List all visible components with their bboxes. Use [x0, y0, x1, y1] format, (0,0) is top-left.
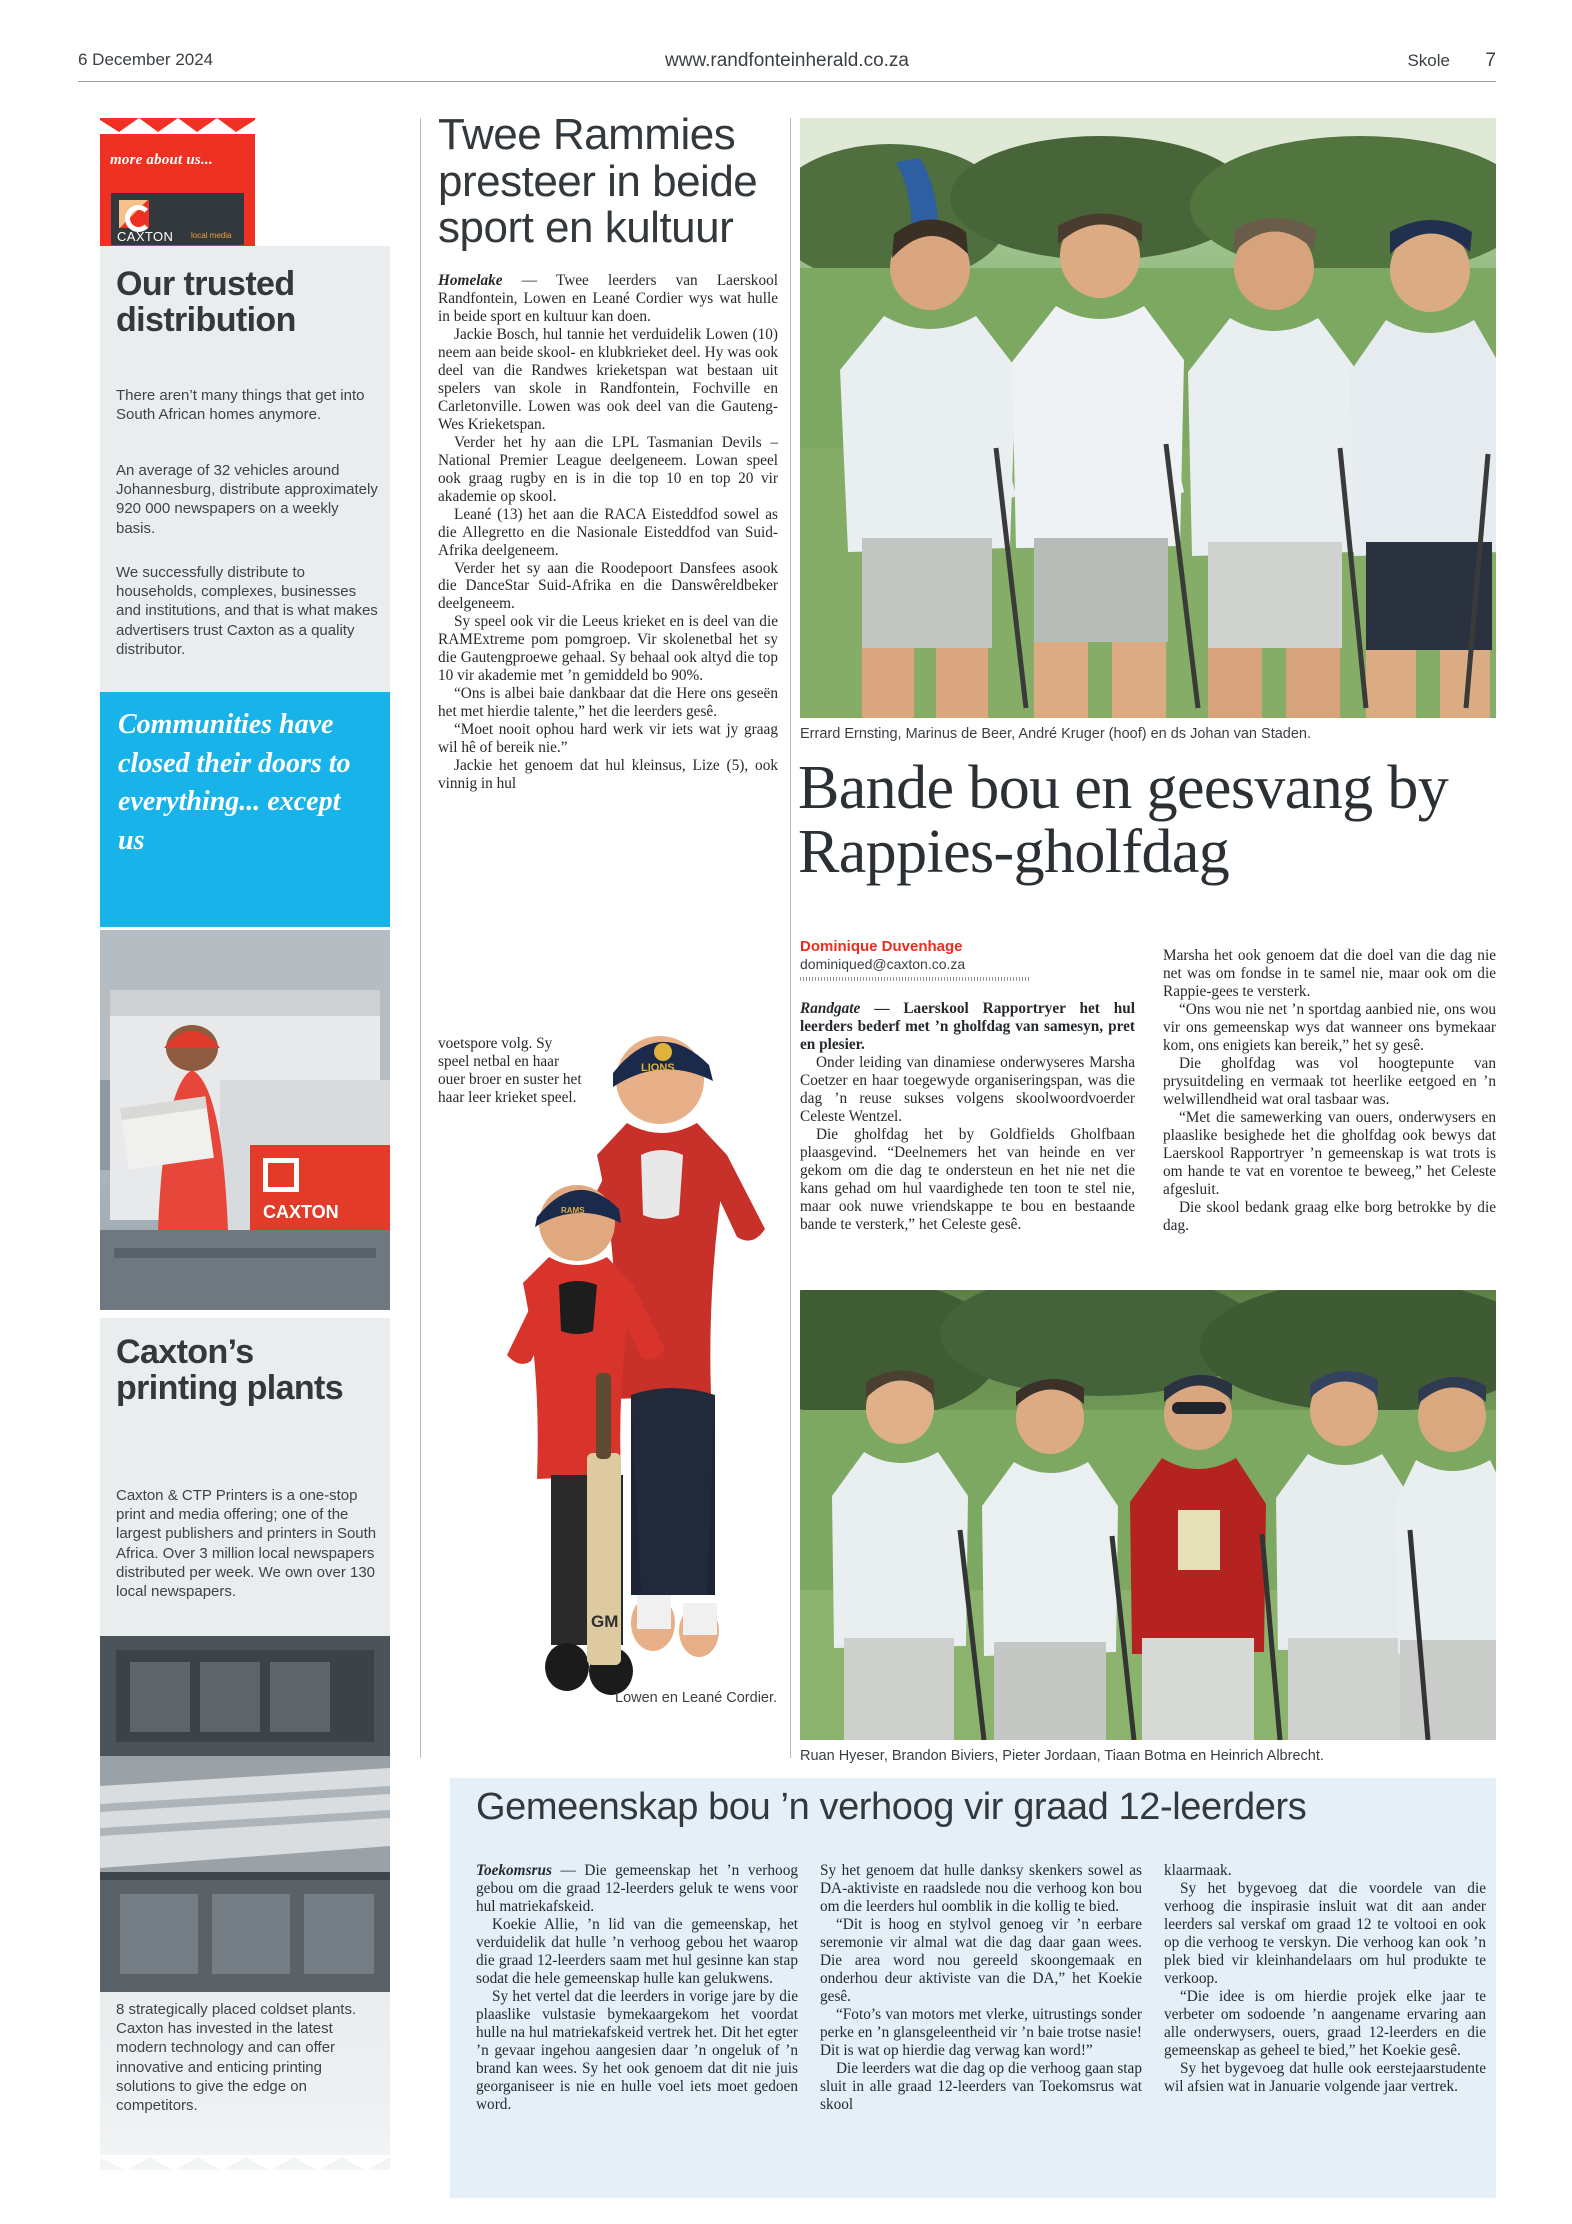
caxton-logo: [111, 193, 244, 245]
svg-text:CAXTON: CAXTON: [263, 1202, 339, 1222]
article2-c2-para-4: Die skool bedank graag elke borg betrokke by die dag.: [1163, 1198, 1496, 1234]
article3-c2-para-1: “Dit is hoog en stylvol genoeg vir ’n eerbare seremonie vir almal wat die dag daar gaan wees. Die area word nou gereeld skoongemaak en onderhou deur aktiviste van die DA,” het Koekie gesê.: [820, 1915, 1142, 2005]
golf-foursome-photo: [800, 118, 1496, 718]
article1-para-7: “Moet nooit ophou hard werk vir iets wat jy graag wil hê of bereik nie.”: [438, 721, 778, 757]
article1-body: [438, 272, 778, 793]
advert-paragraph-1: There aren’t many things that get into South African homes anymore.: [116, 387, 365, 424]
issue-date: 6 December 2024: [78, 50, 214, 69]
caxton-logo-name: CAXTON: [117, 229, 174, 244]
article3-column-2: [820, 1862, 1142, 2114]
advert-block-distribution: [100, 246, 390, 692]
zigzag-bottom-icon: [100, 2155, 390, 2171]
advert-heading-distribution: Our trusted distribution: [116, 265, 296, 340]
article3-c1-para-2: Sy het vertel dat die leerders in vorige jare by die plaaslike vulstasie bymekaargekom het voordat hulle na hul matriekafskeid vertrek het. Dit het egter ’n gevaar ingehou aangesien daar ’n ongeluk of ’n brand kan wees. Sy het ook genoem dat dit nie juis georganiseer is nie en hulle voel iets moet gedoen word.: [476, 1987, 798, 2113]
article1-para-0: Homelake — Twee leerders van Laerskool Randfontein, Lowen en Leané Cordier wys wat hulle in beide sport en kultuur kan doen.: [438, 272, 778, 325]
article1-para-4: Verder het sy aan die Roodepoort Dansfees asook die DanceStar Suid-Afrika en die Danswêreldbeker deelgeneem.: [438, 559, 778, 613]
advert-heading-printing: Caxton’s printing plants: [116, 1333, 344, 1408]
golf-fivesome-photo: [800, 1290, 1496, 1740]
article3-c2-para-3: Die leerders wat die dag op die verhoog gaan stap sluit in alle graad 12-leerders van Toekomsrus wat skool: [820, 2059, 1142, 2113]
svg-text:RAMS: RAMS: [561, 1206, 585, 1215]
article2-caption-top: Errard Ernsting, Marinus de Beer, André Kruger (hoof) en ds Johan van Staden.: [800, 726, 1312, 742]
article3-column-3: [1164, 1862, 1486, 2096]
caxton-mark-icon: [119, 200, 149, 228]
article3-dateline: Toekomsrus: [476, 1862, 552, 1879]
article3-c1-para-1: Koekie Allie, ’n lid van die gemeenskap, het verduidelik dat hulle ’n verhoog gebou het waarop die graad 12-leerders saam met hul gesinne kan stap sodat die hele gemeenskap hulle kan gelukwens.: [476, 1915, 798, 1987]
article3-c3-para-1: Sy het bygevoeg dat die voordele van die verhoog die inspirasie insluit wat dit aan ander leerders sal verskaf om graad 12 te voltooi en ook op die verhoog te verskyn. Die verhoog kan ook ’n plek bied vir kleinhandelaars om hul produkte te verkoop.: [1164, 1879, 1486, 1987]
article2-c2-para-0: Marsha het ook genoem dat die doel van die dag nie net was om fondse in te samel nie, maar ook om die Rappie-gees te versterk.: [1163, 947, 1496, 1000]
article3-headline: Gemeenskap bou ’n verhoog vir graad 12-leerders: [476, 1786, 1307, 1828]
article3-column-1: [476, 1862, 798, 2114]
article1-headline: Twee Rammies presteer in beide sport en kultuur: [438, 110, 758, 253]
advert-photo-printing: [100, 1636, 390, 1992]
article2-byline-email: dominiqued@caxton.co.za: [800, 956, 966, 972]
article2-c2-para-3: “Met die samewerking van ouers, onderwysers en plaaslike besighede het die gholfdag ook bewys dat Laerskool Rapportryer ’n gemeenskap is wat trots is om hande te vat en vorentoe te beweeg,” het Celeste afgesluit.: [1163, 1108, 1496, 1198]
article1-photo: [455, 955, 785, 1715]
article3-dash: —: [551, 1862, 585, 1879]
printing-press-photo: [100, 1636, 390, 1992]
article3-c1-para-0: Toekomsrus — Die gemeenskap het ’n verhoog gebou om die graad 12-leerders geluk te wens voor hul matriekafskeid.: [476, 1862, 798, 1915]
advert-paragraph-3: We successfully distribute to households, complexes, businesses and institutions, and that is what makes advertisers trust Caxton as a quality distributor.: [116, 564, 378, 658]
article3-c3-para-0: klaarmaak.: [1164, 1862, 1232, 1879]
section-name: Skole: [1407, 51, 1450, 70]
article1-photo-caption: Lowen en Leané Cordier.: [615, 1690, 778, 1706]
article2-c2-para-2: Die gholfdag was vol hoogtepunte van prysuitdeling en vermaak tot heerlike eetgoed en ’n welwillendheid wat oral tasbaar was.: [1163, 1054, 1496, 1108]
column-rule-1: [420, 118, 421, 1758]
page-number: 7: [1485, 50, 1496, 71]
article2-byline-name: Dominique Duvenhage: [800, 938, 963, 955]
article1-dash: —: [502, 272, 556, 289]
advert-quote-block: [100, 692, 390, 927]
article1-para-3: Leané (13) het aan die RACA Eisteddfod sowel as die Allegretto en die Nasionale Eisteddfod van Suid-Afrika deelgeneem.: [438, 505, 778, 559]
advert-kicker: more about us...: [110, 152, 213, 168]
article2-column-2: [1163, 947, 1496, 1235]
article3-c2-para-0: Sy het genoem dat hulle danksy skenkers sowel as DA-aktiviste en raadslede nou die verhoog kon bou om die leerders hul oomblik in die kollig te bied.: [820, 1862, 1142, 1915]
advert-photo-distribution: [100, 930, 390, 1310]
masthead-divider: [78, 81, 1496, 82]
article1-para-1: Jackie Bosch, hul tannie het verduidelik Lowen (10) neem aan beide skool- en klubkrieket deel. Hy was ook deel van die Randwes krieketspan wat bestaan uit spelers van skole in Randfontein, Fochville en Carletonville. Lowen was ook deel van die Gauteng-Wes Krieketspan.: [438, 325, 778, 433]
article2-byline: [800, 938, 1100, 981]
article2-photo-top: [800, 118, 1496, 718]
article2-c2-para-1: “Ons wou nie net ’n sportdag aanbied nie, ons wou vir ons gemeenskap wys dat wanneer ons bymekaar kom, ons enigiets kan bereik,” het sy gesê.: [1163, 1000, 1496, 1054]
distribution-worker-photo: [100, 930, 390, 1310]
caxton-logo-sub: local media: [191, 231, 232, 240]
byline-divider: [800, 977, 1030, 981]
article3-c3-para-2: “Die idee is om hierdie projek elke jaar te verbeter om sodoende ’n aangename ervaring aan alle onderwysers, ouers, graad 12-leerders en die gemeenskap as geheel te bied,” het Koekie gesê.: [1164, 1987, 1486, 2059]
article2-headline: Bande bou en geesvang by Rappies-gholfdag: [798, 754, 1449, 887]
advert-paragraph-4: Caxton & CTP Printers is a one-stop print and media offering; one of the largest publishers and printers in South Africa. Over 3 million local newspapers distributed per week. We own over 130 local newspapers.: [116, 1487, 377, 1600]
advert-block-coldset: [100, 1992, 390, 2170]
column-rule-2: [790, 118, 791, 1758]
article1-para-8: Jackie het genoem dat hul kleinsus, Lize (5), ook vinnig in hul: [438, 757, 778, 793]
zigzag-icon: [100, 118, 255, 134]
svg-text:GM: GM: [591, 1612, 619, 1631]
svg-text:LIONS: LIONS: [641, 1062, 675, 1074]
article2-c1-para-1: Die gholfdag het by Goldfields Gholfbaan plaasgevind. “Deelnemers het van heinde en ver gekom om die dag te ondersteun en het nie net die kans gehad om hul vaardighede ten toon te stel nie, maar ook nuwe vriendskappe te bou en bestaande bande te versterk,” het Celeste gesê.: [800, 1125, 1135, 1233]
article2-photo-bottom: [800, 1290, 1496, 1740]
article3-c2-para-2: “Foto’s van motors met vlerke, uitrustings sonder perke en ’n glansgeleentheid vir ’n baie trotse nasie! Dit is wat op hierdie dag verwag kan word!”: [820, 2005, 1142, 2059]
article1-para-wrap: voetspore volg. Sy speel netbal en haar ouer broer en suster het haar leer krieket speel.: [438, 1035, 582, 1106]
article3-c3-para-3: Sy het bygevoeg dat hulle ook eerstejaarstudente wil afsien wat in Januarie volgende jaar vertrek.: [1164, 2059, 1486, 2095]
article1-para-6: “Ons is albei baie dankbaar dat die Here ons geseën het met hierdie talente,” het die leerders gesê.: [438, 685, 778, 721]
advert-block-printing: [100, 1318, 390, 1636]
article1-para-2: Verder het hy aan die LPL Tasmanian Devils – National Premier League deelgeneem. Lowan speel ook graag rugby en is in die top 10 en top 20 vir akademie op skool.: [438, 433, 778, 505]
article2-lead-para: Randgate — Laerskool Rapportryer het hul leerders bederf met ’n gholfdag van samesyn, pret en plesier.: [800, 1000, 1135, 1053]
advert-red-banner: [100, 118, 255, 246]
article2-dash: —: [860, 1000, 904, 1017]
advert-paragraph-2: An average of 32 vehicles around Johannesburg, distribute approximately 920 000 newspapers on a weekly basis.: [116, 462, 378, 537]
article2-dateline: Randgate: [800, 1000, 861, 1017]
article1-para-5: Sy speel ook vir die Leeus krieket en is deel van die RAMExtreme pom pomgroep. Vir skolenetbal het sy die Gautengproewe gehaal. Sy behaal ook altyd die top 10 vir akademie met ’n gemiddeld bo 90%.: [438, 613, 778, 685]
article2-caption-bottom: Ruan Hyeser, Brandon Biviers, Pieter Jordaan, Tiaan Botma en Heinrich Albrecht.: [800, 1748, 1324, 1764]
article1-dateline: Homelake: [438, 272, 503, 289]
advert-paragraph-5: 8 strategically placed coldset plants. Caxton has invested in the latest modern technology and can offer innovative and enticing printing solutions to give the edge on competitors.: [116, 2001, 357, 2114]
advert-quote-text: Communities have closed their doors to everything... except us: [118, 709, 351, 856]
article2-column-1: [800, 1000, 1135, 1234]
cordier-children-photo: [455, 955, 785, 1715]
page-masthead: [78, 50, 1496, 84]
article2-c1-para-0: Onder leiding van dinamiese onderwyseres Marsha Coetzer en haar toegewyde organiseringspan, was die dag ’n reuse sukses volgens skoolwoordvoerder Celeste Wentzel.: [800, 1053, 1135, 1125]
website-url: www.randfonteinherald.co.za: [665, 50, 909, 71]
advert-header: [100, 118, 390, 246]
